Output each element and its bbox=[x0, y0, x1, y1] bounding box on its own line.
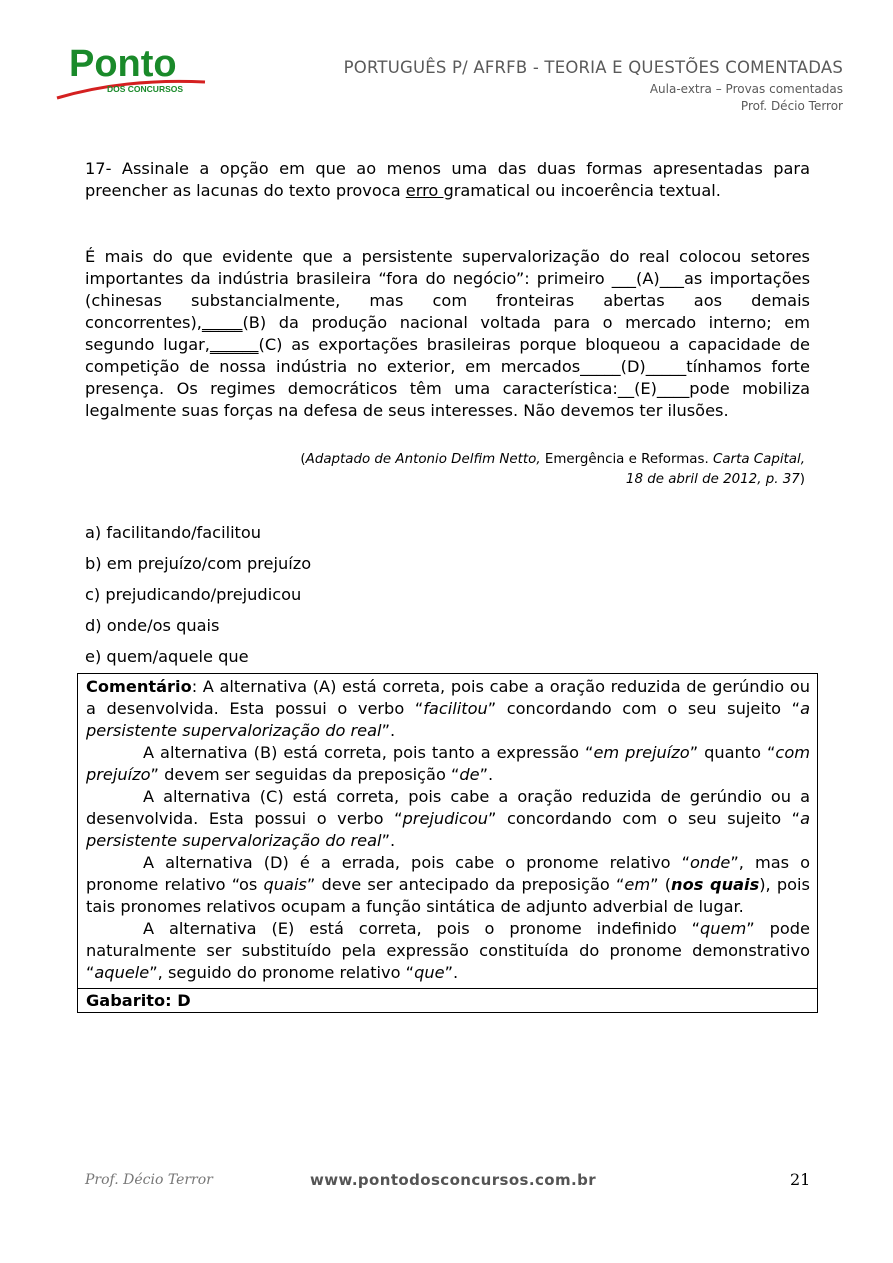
logo-subtext: DOS CONCURSOS bbox=[107, 84, 184, 94]
comment-text: ”. bbox=[479, 765, 494, 784]
blank: _____ bbox=[201, 313, 243, 332]
comment-text: ”, mas o pronome relativo “os bbox=[86, 853, 810, 894]
comment-text: ” pode naturalmente ser substituído pela expressão constituída do pronome demonstrativo “ bbox=[86, 919, 810, 982]
passage-text: É mais do que evidente que a persistente supervalorização do real colocou setores importantes da indústria brasileira “fora do negócio”: primeiro bbox=[85, 247, 810, 288]
comment-italic: com prejuízo bbox=[86, 743, 810, 784]
blank-label-c: (C) bbox=[258, 335, 283, 354]
comment-label: Comentário bbox=[86, 677, 192, 696]
blank-label-b: (B) bbox=[242, 313, 267, 332]
footer-author: Prof. Décio Terror bbox=[85, 1172, 213, 1188]
comment-text: ” quanto “ bbox=[689, 743, 776, 762]
comment-text: ” deve ser antecipado da preposição “ bbox=[306, 875, 625, 894]
comment-text: A alternativa (B) está correta, pois tanto a expressão “ bbox=[143, 743, 594, 762]
comment-text: ” concordando com o seu sujeito “ bbox=[487, 699, 801, 718]
footer-url[interactable]: www.pontodosconcursos.com.br bbox=[310, 1171, 597, 1189]
source-work: Emergência e Reformas. bbox=[540, 452, 709, 467]
comment-italic: quem bbox=[700, 919, 747, 938]
comment-text: A alternativa (E) está correta, pois o pronome indefinido “ bbox=[143, 919, 701, 938]
option-c: c) prejudicando/prejudicou bbox=[85, 585, 302, 604]
comment-text: ” ( bbox=[650, 875, 672, 894]
answer-options bbox=[85, 517, 311, 672]
answer-key: Gabarito: D bbox=[78, 988, 817, 1012]
comment-italic: que bbox=[414, 963, 445, 982]
blank-label-d: (D) bbox=[620, 357, 646, 376]
passage-text: pode mobiliza legalmente suas forças na defesa de seus interesses. Não devemos ter ilusões. bbox=[85, 379, 810, 420]
source-author: Adaptado de Antonio Delfim Netto, bbox=[305, 452, 541, 467]
comment-text: ), pois tais pronomes relativos ocupam a função sintática de adjunto adverbial de lugar. bbox=[86, 875, 810, 916]
passage-text: as importações (chinesas substancialmente, mas com fronteiras abertas aos demais concorrentes), bbox=[85, 269, 811, 332]
comment-paragraph-c bbox=[86, 786, 810, 852]
question-passage bbox=[85, 246, 810, 422]
header-author: Prof. Décio Terror bbox=[740, 99, 843, 113]
comment-paragraph-a bbox=[86, 676, 810, 742]
blank: _____ bbox=[645, 357, 687, 376]
question-text-end: gramatical ou incoerência textual. bbox=[443, 181, 721, 200]
blank: _____ bbox=[580, 357, 621, 376]
comment-italic: quais bbox=[263, 875, 307, 894]
header-title: PORTUGUÊS P/ AFRFB - TEORIA E QUESTÕES COMENTADAS bbox=[343, 58, 843, 77]
comment-italic: a persistente supervalorização do real bbox=[86, 809, 810, 850]
comment-text: ” devem ser seguidas da preposição “ bbox=[150, 765, 460, 784]
option-a: a) facilitando/facilitou bbox=[85, 523, 262, 542]
source-paren: ( bbox=[300, 452, 306, 467]
comment-text: ” concordando com o seu sujeito “ bbox=[488, 809, 801, 828]
comment-italic: em prejuízo bbox=[593, 743, 690, 762]
comment-italic: onde bbox=[689, 853, 731, 872]
header-subtitle: Aula-extra – Provas comentadas bbox=[649, 82, 843, 96]
passage-text: as exportações brasileiras porque bloqueou a capacidade de competição de nossa indústria no exterior, em mercados bbox=[85, 335, 810, 376]
comment-italic: prejudicou bbox=[402, 809, 488, 828]
comment-body bbox=[78, 674, 817, 988]
comment-text: A alternativa (D) é a errada, pois cabe o pronome relativo “ bbox=[143, 853, 690, 872]
comment-italic: de bbox=[459, 765, 480, 784]
comment-paragraph-e bbox=[86, 918, 810, 984]
passage-source bbox=[285, 450, 805, 490]
comment-bold-italic: nos quais bbox=[671, 875, 760, 894]
page-number: 21 bbox=[790, 1170, 811, 1189]
source-paren: ) bbox=[799, 472, 805, 487]
header-subtitle-block bbox=[650, 81, 843, 115]
blank: __ bbox=[617, 379, 635, 398]
comment-italic: facilitou bbox=[423, 699, 488, 718]
comment-text: ”. bbox=[381, 831, 396, 850]
passage-text: da produção nacional voltada para o mercado interno; em segundo lugar, bbox=[85, 313, 810, 354]
comment-paragraph-b bbox=[86, 742, 810, 786]
blank-label-e: (E) bbox=[634, 379, 657, 398]
option-b: b) em prejuízo/com prejuízo bbox=[85, 554, 312, 573]
comment-italic: aquele bbox=[94, 963, 150, 982]
logo-text: Ponto bbox=[69, 43, 177, 85]
question-text: 17- Assinale a opção em que ao menos uma das duas formas apresentadas para preencher as lacunas do texto provoca bbox=[85, 159, 810, 200]
ponto-dos-concursos-logo bbox=[55, 38, 215, 102]
source-publication: Carta Capital, 18 de abril de 2012, p. 37 bbox=[625, 452, 805, 487]
blank: ___ bbox=[659, 269, 684, 288]
comment-text: ”. bbox=[381, 721, 396, 740]
option-d: d) onde/os quais bbox=[85, 616, 220, 635]
blank-label-a: (A) bbox=[636, 269, 660, 288]
comment-text: A alternativa (C) está correta, pois cabe a oração reduzida de gerúndio ou a desenvolvida. Esta possui o verbo “ bbox=[86, 787, 810, 828]
comment-text: ”, seguido do pronome relativo “ bbox=[149, 963, 415, 982]
comment-text: : A alternativa (A) está correta, pois cabe a oração reduzida de gerúndio ou a desenvolvida. Esta possui o verbo “ bbox=[86, 677, 810, 718]
comment-paragraph-d bbox=[86, 852, 810, 918]
question-statement bbox=[85, 158, 810, 202]
option-e: e) quem/aquele que bbox=[85, 647, 249, 666]
blank: ______ bbox=[209, 335, 259, 354]
comment-text: ”. bbox=[444, 963, 459, 982]
blank: ___ bbox=[611, 269, 636, 288]
question-underlined: erro bbox=[405, 181, 444, 200]
blank: ____ bbox=[656, 379, 690, 398]
comment-italic: a persistente supervalorização do real bbox=[86, 699, 810, 740]
comment-box bbox=[77, 673, 818, 1013]
passage-text: tínhamos forte presença. Os regimes democráticos têm uma característica: bbox=[85, 357, 810, 398]
comment-italic: em bbox=[624, 875, 651, 894]
